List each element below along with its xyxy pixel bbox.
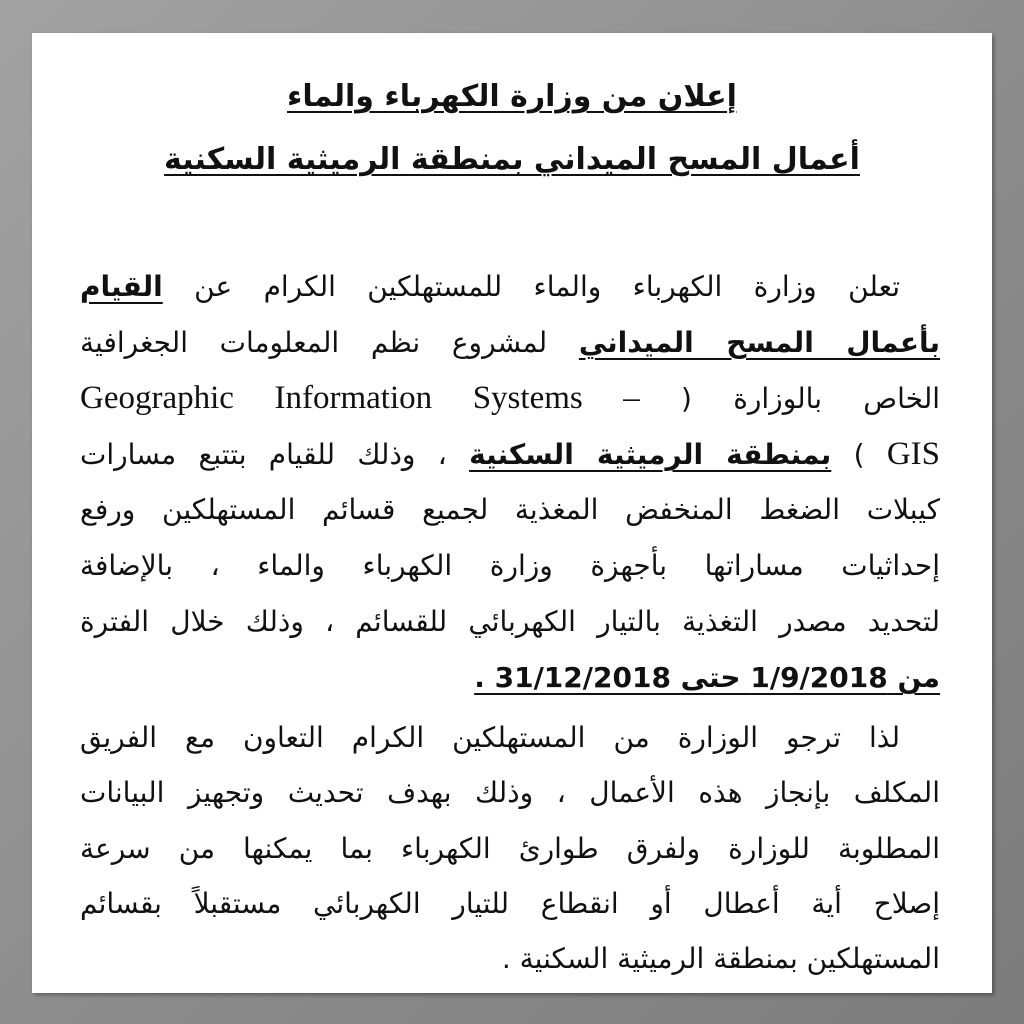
announcement-subtitle: أعمال المسح الميداني بمنطقة الرميثية السكنية	[164, 142, 860, 177]
paragraph-1-line-6: إحداثيات مساراتها بأجهزة وزارة الكهرباء والماء ، بالإضافة	[80, 549, 940, 582]
paragraph-1-line-8-date-range: من 1/9/2018 حتى 31/12/2018 .	[474, 661, 940, 694]
paragraph-1-line-5: كيبلات الضغط المنخفض المغذية لجميع قسائم المستهلكين ورفع	[80, 493, 940, 526]
paragraph-1-line-2: بأعمال المسح الميداني لمشروع نظم المعلومات الجغرافية	[80, 326, 940, 359]
paragraph-1-line-7: لتحديد مصدر التغذية بالتيار الكهربائي للقسائم ، وذلك خلال الفترة	[80, 605, 940, 638]
paragraph-1-line-1: تعلن وزارة الكهرباء والماء للمستهلكين الكرام عن القيام	[80, 270, 900, 303]
announcement-title: إعلان من وزارة الكهرباء والماء	[287, 79, 737, 114]
paragraph-1-line-4: GIS ) بمنطقة الرميثية السكنية ، وذلك للقيام بتتبع مسارات	[80, 436, 940, 472]
paragraph-1-line-3: الخاص بالوزارة ( Geographic Information Systems –	[80, 380, 941, 416]
paragraph-2-line-2: المكلف بإنجاز هذه الأعمال ، وذلك بهدف تحديث وتجهيز البيانات	[80, 776, 940, 809]
paragraph-2-line-4: إصلاح أية أعطال أو انقطاع للتيار الكهربائي مستقبلاً بقسائم	[80, 887, 940, 920]
paragraph-2-line-5: المستهلكين بمنطقة الرميثية السكنية .	[501, 942, 940, 975]
paragraph-2-line-1: لذا ترجو الوزارة من المستهلكين الكرام التعاون مع الفريق	[80, 721, 900, 754]
paragraph-2-line-3: المطلوبة للوزارة ولفرق طوارئ الكهرباء بما يمكنها من سرعة	[80, 832, 940, 865]
announcement-paper	[32, 33, 992, 993]
